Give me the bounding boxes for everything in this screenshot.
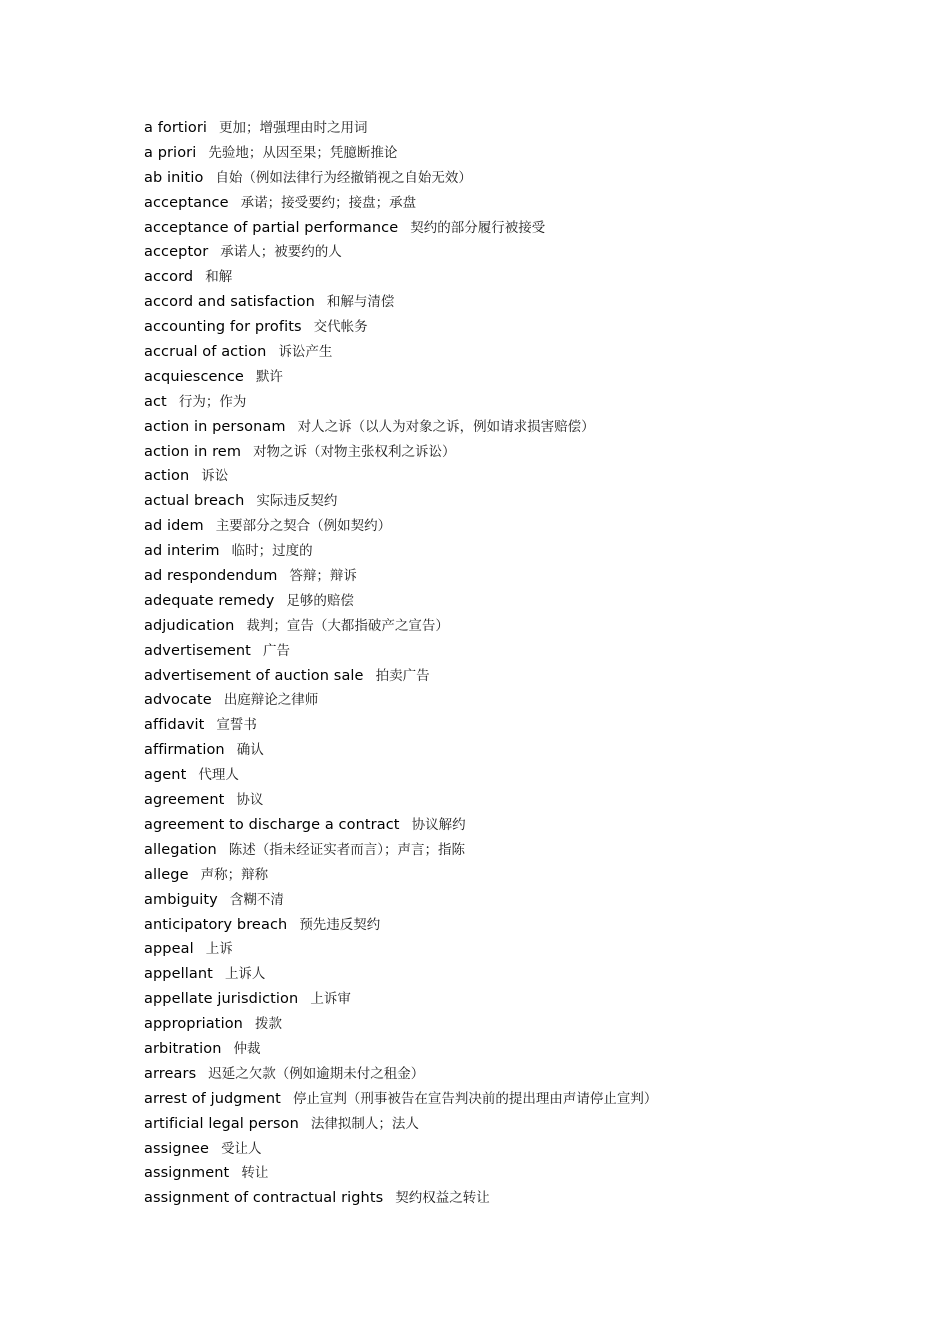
entry-term: accrual of action (144, 344, 267, 361)
glossary-entry (144, 539, 924, 564)
glossary-entry (144, 738, 924, 763)
entry-term: assignment of contractual rights (144, 1190, 384, 1207)
entry-term: advertisement of auction sale (144, 667, 364, 684)
entry-term: arbitration (144, 1040, 222, 1057)
glossary-entry (144, 838, 924, 863)
entry-term: affidavit (144, 717, 205, 734)
entry-term: adequate remedy (144, 592, 275, 609)
entry-term: accord and satisfaction (144, 294, 315, 311)
entry-term: agent (144, 767, 187, 784)
entry-term: assignment (144, 1165, 230, 1182)
glossary-entry (144, 987, 924, 1012)
glossary-entry (144, 937, 924, 962)
glossary-entry (144, 141, 924, 166)
entry-term: ad idem (144, 518, 204, 535)
entry-definition: 契约的部分履行被接受 (410, 219, 546, 236)
glossary-entry (144, 1062, 924, 1087)
entry-definition: 陈述（指未经证实者而言）；声言；指陈 (228, 841, 465, 858)
entry-definition: 宣誓书 (216, 717, 257, 734)
entry-definition: 上诉审 (310, 991, 351, 1008)
entry-definition: 协议解约 (411, 816, 466, 833)
entry-definition: 承诺人；被要约的人 (220, 244, 342, 261)
glossary-entry (144, 1161, 924, 1186)
entry-definition: 足够的赔偿 (286, 592, 354, 609)
entry-term: agreement (144, 792, 225, 809)
glossary-entry (144, 489, 924, 514)
entry-definition: 诉讼产生 (278, 344, 333, 361)
glossary-entry (144, 340, 924, 365)
glossary-entry (144, 1112, 924, 1137)
glossary-entry (144, 191, 924, 216)
entry-term: accounting for profits (144, 319, 302, 336)
glossary-entry (144, 464, 924, 489)
entry-definition: 协议 (236, 792, 264, 809)
entry-definition: 诉讼 (201, 468, 229, 485)
glossary-entry (144, 290, 924, 315)
entry-term: accord (144, 269, 194, 286)
glossary-entry (144, 415, 924, 440)
glossary-entry (144, 589, 924, 614)
entry-term: arrears (144, 1065, 197, 1082)
entry-definition: 答辩；辩诉 (289, 568, 357, 585)
entry-definition: 实际违反契约 (256, 493, 338, 510)
entry-term: arrest of judgment (144, 1090, 281, 1107)
glossary-entry (144, 1137, 924, 1162)
entry-definition: 默许 (255, 368, 283, 385)
glossary-entry (144, 440, 924, 465)
entry-term: ad respondendum (144, 568, 278, 585)
glossary-entry (144, 664, 924, 689)
entry-term: action in rem (144, 443, 242, 460)
entry-definition: 对物之诉（对物主张权利之诉讼） (253, 443, 456, 460)
entry-term: acceptance (144, 194, 229, 211)
entry-term: appropriation (144, 1016, 243, 1033)
glossary-entry (144, 365, 924, 390)
entry-definition: 受让人 (221, 1140, 262, 1157)
glossary-entry (144, 390, 924, 415)
entry-term: adjudication (144, 617, 235, 634)
entry-definition: 临时；过度的 (231, 543, 313, 560)
entry-term: act (144, 393, 167, 410)
entry-definition: 确认 (236, 742, 264, 759)
entry-definition: 出庭辩论之律师 (223, 692, 319, 709)
glossary-entry (144, 116, 924, 141)
glossary-entry (144, 1087, 924, 1112)
glossary-entry (144, 1037, 924, 1062)
entry-definition: 承诺；接受要约；接盘；承盘 (240, 194, 417, 211)
entry-definition: 拍卖广告 (375, 667, 430, 684)
entry-term: ambiguity (144, 891, 218, 908)
entry-term: a fortiori (144, 120, 208, 136)
glossary-entry (144, 216, 924, 241)
glossary-entry (144, 1012, 924, 1037)
entry-term: ad interim (144, 543, 220, 560)
glossary-entry (144, 1186, 924, 1211)
glossary-entry (144, 315, 924, 340)
entry-definition: 代理人 (198, 767, 239, 784)
entry-definition: 声称；辩称 (200, 866, 269, 883)
entry-definition: 上诉人 (224, 966, 266, 983)
entry-definition: 契约权益之转让 (395, 1190, 490, 1207)
glossary-entry (144, 514, 924, 539)
entry-definition: 停止宣判（刑事被告在宣告判决前的提出理由声请停止宣判） (292, 1090, 658, 1107)
entry-definition: 转让 (241, 1165, 269, 1182)
glossary-entry (144, 713, 924, 738)
glossary-entry (144, 913, 924, 938)
entry-term: appeal (144, 941, 194, 958)
entry-term: acceptance of partial performance (144, 219, 399, 236)
entry-term: advertisement (144, 642, 251, 659)
entry-term: assignee (144, 1140, 210, 1157)
entry-definition: 仲裁 (233, 1040, 261, 1057)
entry-definition: 迟延之欠款（例如逾期未付之租金） (208, 1065, 425, 1082)
glossary-entry (144, 564, 924, 589)
entry-term: allege (144, 866, 189, 883)
entry-term: artificial legal person (144, 1115, 299, 1132)
entry-definition: 交代帐务 (313, 319, 368, 336)
entry-term: affirmation (144, 742, 225, 759)
entry-term: action in personam (144, 418, 286, 435)
entry-term: action (144, 468, 190, 485)
entry-term: ab initio (144, 169, 204, 186)
entry-term: a priori (144, 144, 197, 161)
entry-definition: 裁判；宣告（大都指破产之宣告） (246, 617, 449, 634)
glossary-entry (144, 614, 924, 639)
glossary-entry (144, 962, 924, 987)
entry-term: agreement to discharge a contract (144, 816, 400, 833)
entry-definition: 先验地；从因至果；凭臆断推论 (208, 144, 398, 161)
entry-definition: 拨款 (254, 1016, 282, 1033)
entry-definition: 含糊不清 (229, 891, 284, 908)
entry-term: acquiescence (144, 368, 244, 385)
glossary-entry (144, 240, 924, 265)
entry-definition: 主要部分之契合（例如契约） (215, 518, 392, 535)
entry-definition: 预先违反契约 (299, 916, 381, 933)
entry-definition: 上诉 (205, 941, 233, 958)
glossary-list (144, 116, 924, 1211)
entry-definition: 对人之诉（以人为对象之诉，例如请求损害赔偿） (297, 418, 595, 435)
entry-definition: 自始（例如法律行为经撤销视之自始无效） (215, 169, 472, 186)
glossary-entry (144, 688, 924, 713)
entry-term: anticipatory breach (144, 916, 288, 933)
entry-definition: 行为；作为 (178, 393, 247, 410)
entry-term: advocate (144, 692, 212, 709)
entry-term: appellate jurisdiction (144, 991, 299, 1008)
entry-term: acceptor (144, 244, 209, 261)
entry-definition: 更加；增强理由时之用词 (219, 120, 368, 136)
glossary-entry (144, 888, 924, 913)
entry-definition: 法律拟制人；法人 (310, 1115, 419, 1132)
glossary-entry (144, 763, 924, 788)
glossary-entry (144, 813, 924, 838)
entry-definition: 和解 (205, 269, 233, 286)
glossary-entry (144, 265, 924, 290)
entry-term: appellant (144, 966, 213, 983)
glossary-entry (144, 863, 924, 888)
entry-term: actual breach (144, 493, 245, 510)
entry-term: allegation (144, 841, 217, 858)
entry-definition: 和解与清偿 (326, 294, 395, 311)
glossary-entry (144, 788, 924, 813)
glossary-entry (144, 639, 924, 664)
entry-definition: 广告 (262, 642, 290, 659)
glossary-entry (144, 166, 924, 191)
